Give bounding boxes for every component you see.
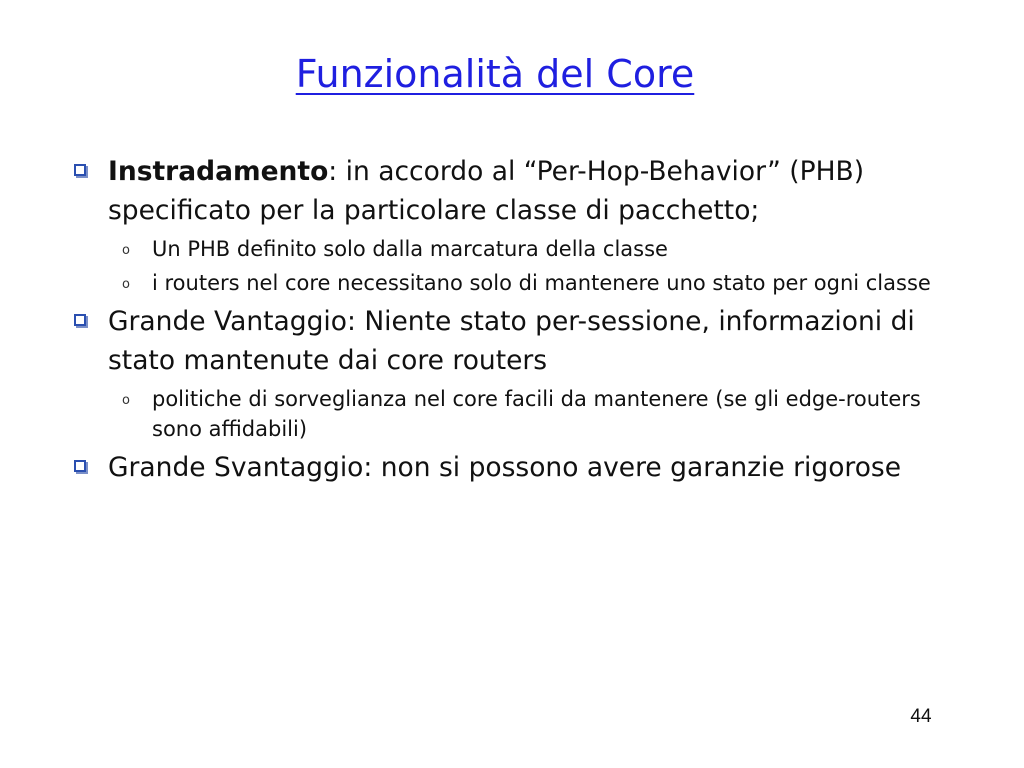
bullet-2-text: Grande Vantaggio: Niente stato per-sessione, informazioni di stato mantenute dai core routers xyxy=(108,306,915,376)
sub-bullet-1-2-text: i routers nel core necessitano solo di mantenere uno stato per ogni classe xyxy=(152,271,931,295)
bullet-3 xyxy=(72,448,952,487)
sub-bullet-1-1 xyxy=(72,234,952,264)
sub-bullet-1-2 xyxy=(72,268,952,298)
bullet-1 xyxy=(72,152,952,230)
small-o-bullet-icon: o xyxy=(122,393,130,408)
small-o-bullet-icon: o xyxy=(122,277,130,292)
page-number: 44 xyxy=(910,706,932,727)
sub-bullet-2-1 xyxy=(72,384,952,444)
slide-title: Funzionalità del Core xyxy=(295,52,695,96)
small-o-bullet-icon: o xyxy=(122,243,130,258)
bullet-1-bold: Instradamento xyxy=(108,156,329,187)
slide-content xyxy=(72,152,952,491)
bullet-1-text: : in accordo al “Per-Hop-Behavior” (PHB) specificato per la particolare classe di pacchetto; xyxy=(108,156,865,226)
bullet-2 xyxy=(72,302,952,380)
sub-bullet-1-1-text: Un PHB definito solo dalla marcatura della classe xyxy=(152,237,668,261)
square-bullet-icon xyxy=(74,314,86,326)
sub-bullet-2-1-text: politiche di sorveglianza nel core facili da mantenere (se gli edge-routers sono affidabili) xyxy=(152,387,921,441)
square-bullet-icon xyxy=(74,164,86,176)
bullet-3-text: Grande Svantaggio: non si possono avere garanzie rigorose xyxy=(108,452,902,483)
square-bullet-icon xyxy=(74,460,86,472)
